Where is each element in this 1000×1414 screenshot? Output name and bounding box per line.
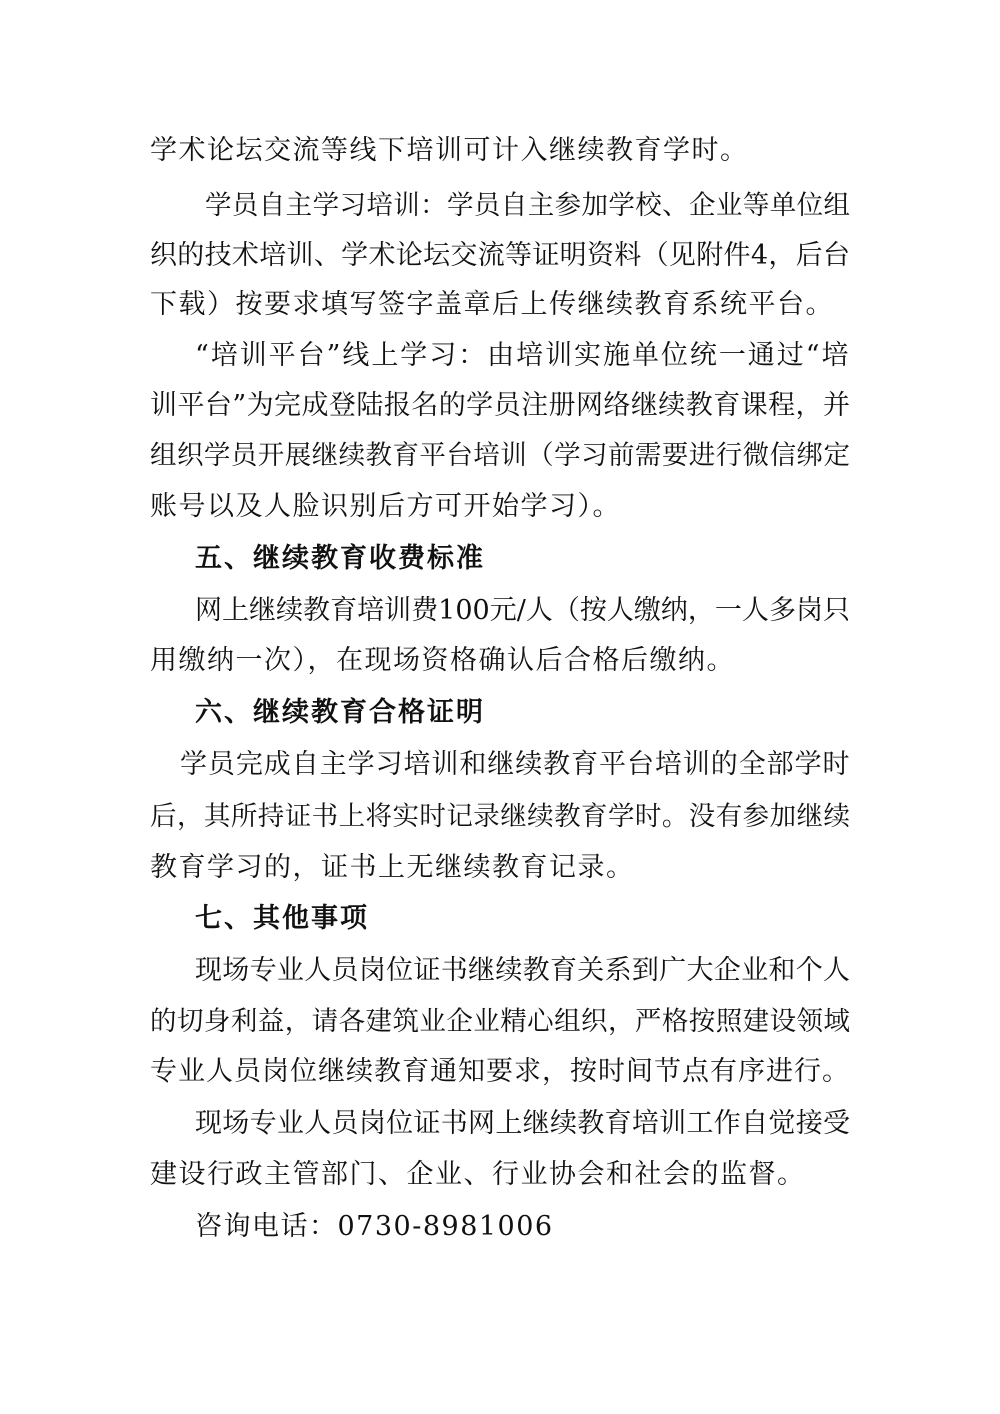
paragraph-line: 学员完成自主学习培训和继续教育平台培训的全部学时 bbox=[180, 749, 850, 780]
paragraph-line: 下载）按要求填写签字盖章后上传继续教育系统平台。 bbox=[150, 289, 834, 320]
paragraph-line: 现场专业人员岗位证书继续教育关系到广大企业和个人 bbox=[195, 955, 850, 986]
paragraph-line: 学员自主学习培训：学员自主参加学校、企业等单位组 bbox=[205, 190, 850, 221]
paragraph-line: 用缴纳一次），在现场资格确认后合格后缴纳。 bbox=[150, 645, 735, 676]
paragraph-line: 训平台”为完成登陆报名的学员注册网络继续教育课程，并 bbox=[150, 390, 850, 421]
paragraph-line: 账号以及人脸识别后方可开始学习）。 bbox=[150, 491, 621, 522]
paragraph-line: 专业人员岗位继续教育通知要求，按时间节点有序进行。 bbox=[150, 1056, 850, 1087]
paragraph-line: 织的技术培训、学术论坛交流等证明资料（见附件4，后台 bbox=[150, 240, 850, 271]
paragraph-line: 建设行政主管部门、企业、行业协会和社会的监督。 bbox=[150, 1159, 806, 1190]
paragraph-line: 网上继续教育培训费100元/人（按人缴纳，一人多岗只 bbox=[195, 595, 850, 626]
paragraph-line: 后，其所持证书上将实时记录继续教育学时。没有参加继续 bbox=[150, 801, 850, 832]
paragraph-line: 学术论坛交流等线下培训可计入继续教育学时。 bbox=[150, 135, 749, 166]
paragraph-line: 的切身利益，请各建筑业企业精心组织，严格按照建设领域 bbox=[150, 1006, 850, 1037]
paragraph-line: “培训平台”线上学习：由培训实施单位统一通过“培 bbox=[195, 340, 850, 371]
paragraph-line: 现场专业人员岗位证书网上继续教育培训工作自觉接受 bbox=[195, 1108, 850, 1139]
section-heading-7: 七、其他事项 bbox=[195, 903, 369, 934]
paragraph-line: 组织学员开展继续教育平台培训（学习前需要进行微信绑定 bbox=[150, 440, 850, 471]
section-heading-6: 六、继续教育合格证明 bbox=[195, 697, 485, 728]
paragraph-line: 教育学习的，证书上无继续教育记录。 bbox=[150, 852, 635, 883]
contact-phone: 咨询电话：0730-8981006 bbox=[195, 1211, 554, 1242]
section-heading-5: 五、继续教育收费标准 bbox=[195, 543, 485, 574]
